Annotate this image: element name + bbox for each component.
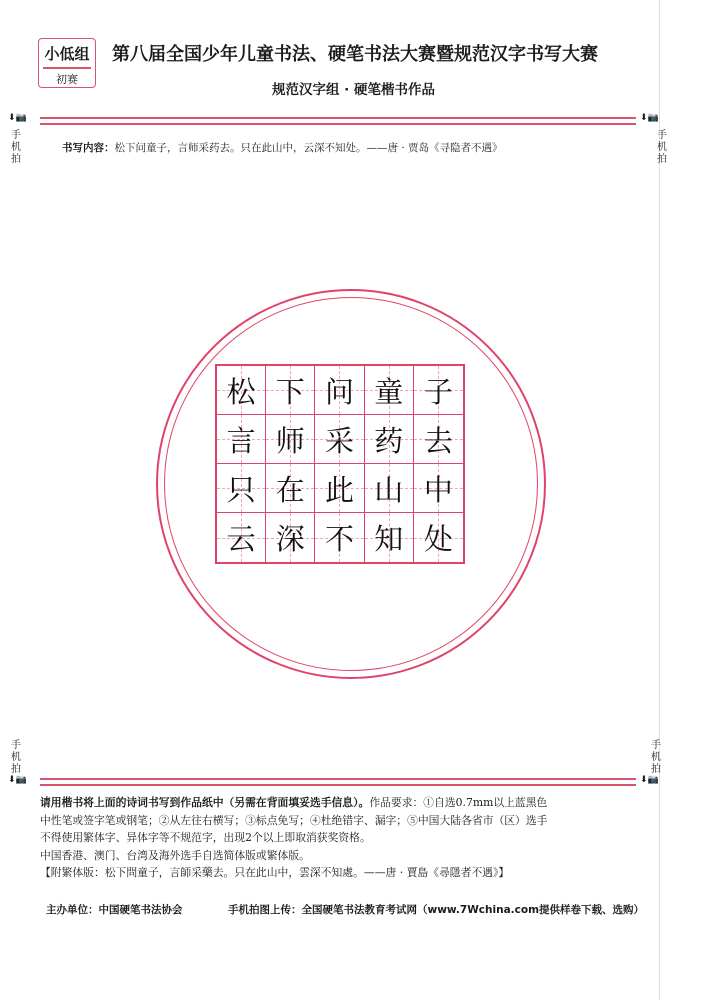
content-label: 书写内容：	[62, 142, 115, 154]
photo-char: 手	[11, 740, 21, 751]
grid-cell	[414, 366, 463, 415]
grid-cell	[315, 366, 364, 415]
grid-cell	[315, 464, 364, 513]
req-line-5: 【附繁体版：松下問童子，言師采藥去。只在此山中，雲深不知處。——唐 · 賈島《尋隱者不遇》】	[40, 866, 510, 879]
camera-icon: ⬇📷	[640, 775, 659, 785]
photo-char: 机	[11, 142, 21, 153]
grid-cell	[217, 415, 266, 464]
grid-cell	[414, 415, 463, 464]
camera-icon: ⬇📷	[640, 113, 659, 123]
photo-char: 机	[651, 752, 661, 763]
camera-icon: ⬇📷	[8, 775, 27, 785]
grid-char: 去	[423, 423, 453, 458]
grid-char: 下	[275, 374, 305, 409]
grid-char: 在	[275, 472, 305, 507]
photo-label-top-left	[10, 130, 22, 166]
page-title: 第八届全国少年儿童书法、硬笔书法大赛暨规范汉字书写大赛	[112, 44, 598, 65]
grid-char: 师	[275, 423, 305, 458]
badge-round: 初赛	[56, 72, 78, 86]
req-line-4: 中国香港、澳门、台湾及海外选手自选简体版或繁体版。	[40, 848, 310, 862]
grid-char: 问	[324, 374, 354, 409]
grid-cell	[266, 415, 315, 464]
badge-divider	[43, 67, 91, 69]
grid-char: 处	[423, 522, 453, 556]
bottom-rule-1	[40, 778, 636, 780]
camera-icon: ⬇📷	[8, 113, 27, 123]
grid-cell	[365, 366, 414, 415]
bottom-rule-2	[40, 784, 636, 786]
upload-info: 手机拍图上传：全国硬笔书法教育考试网（www.7Wchina.com提供样卷下载、选购）	[228, 904, 645, 916]
grid-char: 中	[423, 472, 453, 507]
grid-char: 知	[374, 522, 404, 556]
writing-content	[62, 140, 503, 155]
grid-char: 童	[374, 374, 404, 409]
photo-char: 机	[657, 142, 667, 153]
grid-cell	[365, 464, 414, 513]
grid-cell	[414, 464, 463, 513]
page-subtitle: 规范汉字组 · 硬笔楷书作品	[271, 82, 436, 98]
grid-char: 此	[324, 472, 354, 507]
req-lead: 请用楷书将上面的诗词书写到作品纸中（另需在背面填妥选手信息）。	[40, 796, 370, 809]
grid-cell	[217, 366, 266, 415]
grid-cell	[414, 513, 463, 562]
photo-label-bottom-left	[10, 740, 22, 776]
grid-char: 不	[324, 522, 354, 556]
req-line-2: 中性笔或签字笔或钢笔；②从左往右横写；③标点免写；④杜绝错字、漏字；⑤中国大陆各省市（区）选手	[40, 813, 548, 827]
grid-char: 采	[324, 423, 354, 458]
photo-char: 拍	[11, 764, 21, 775]
photo-label-top-right	[656, 130, 668, 166]
req-line-1	[40, 794, 668, 812]
grid-char: 云	[226, 522, 256, 556]
grid-char: 只	[226, 472, 256, 507]
photo-char: 拍	[11, 154, 21, 165]
organizer: 主办单位：中国硬笔书法协会	[46, 904, 183, 916]
photo-char: 手	[657, 130, 667, 141]
requirements	[40, 794, 668, 882]
photo-char: 拍	[657, 154, 667, 165]
grid-char: 松	[226, 374, 256, 409]
content-text: 松下问童子，言师采药去。只在此山中，云深不知处。——唐 · 贾岛《寻隐者不遇》	[114, 142, 503, 154]
grid-char: 药	[374, 423, 404, 458]
grid-cell	[217, 464, 266, 513]
grid-cell	[266, 513, 315, 562]
photo-label-bottom-right	[650, 740, 662, 776]
photo-char: 手	[651, 740, 661, 751]
req-line-3: 不得使用繁体字、异体字等不规范字，出现2个以上即取消获奖资格。	[40, 831, 371, 844]
badge-group: 小低组	[44, 45, 90, 63]
grid-char: 子	[423, 374, 453, 409]
grid-cell	[365, 415, 414, 464]
photo-char: 机	[11, 752, 21, 763]
grid-char: 深	[275, 522, 305, 556]
grid-cell	[315, 513, 364, 562]
req-line1-rest: 作品要求：①自选0.7mm以上蓝黑色	[369, 796, 548, 809]
top-rule-1	[40, 117, 636, 119]
grid-cell	[266, 464, 315, 513]
top-rule-2	[40, 123, 636, 125]
grid-char: 言	[226, 423, 256, 458]
grid-cell	[315, 415, 364, 464]
character-grid	[215, 364, 465, 564]
photo-char: 拍	[651, 764, 661, 775]
grid-cell	[217, 513, 266, 562]
grid-char: 山	[374, 472, 404, 507]
grid-cell	[266, 366, 315, 415]
grid-cell	[365, 513, 414, 562]
photo-char: 手	[11, 130, 21, 141]
